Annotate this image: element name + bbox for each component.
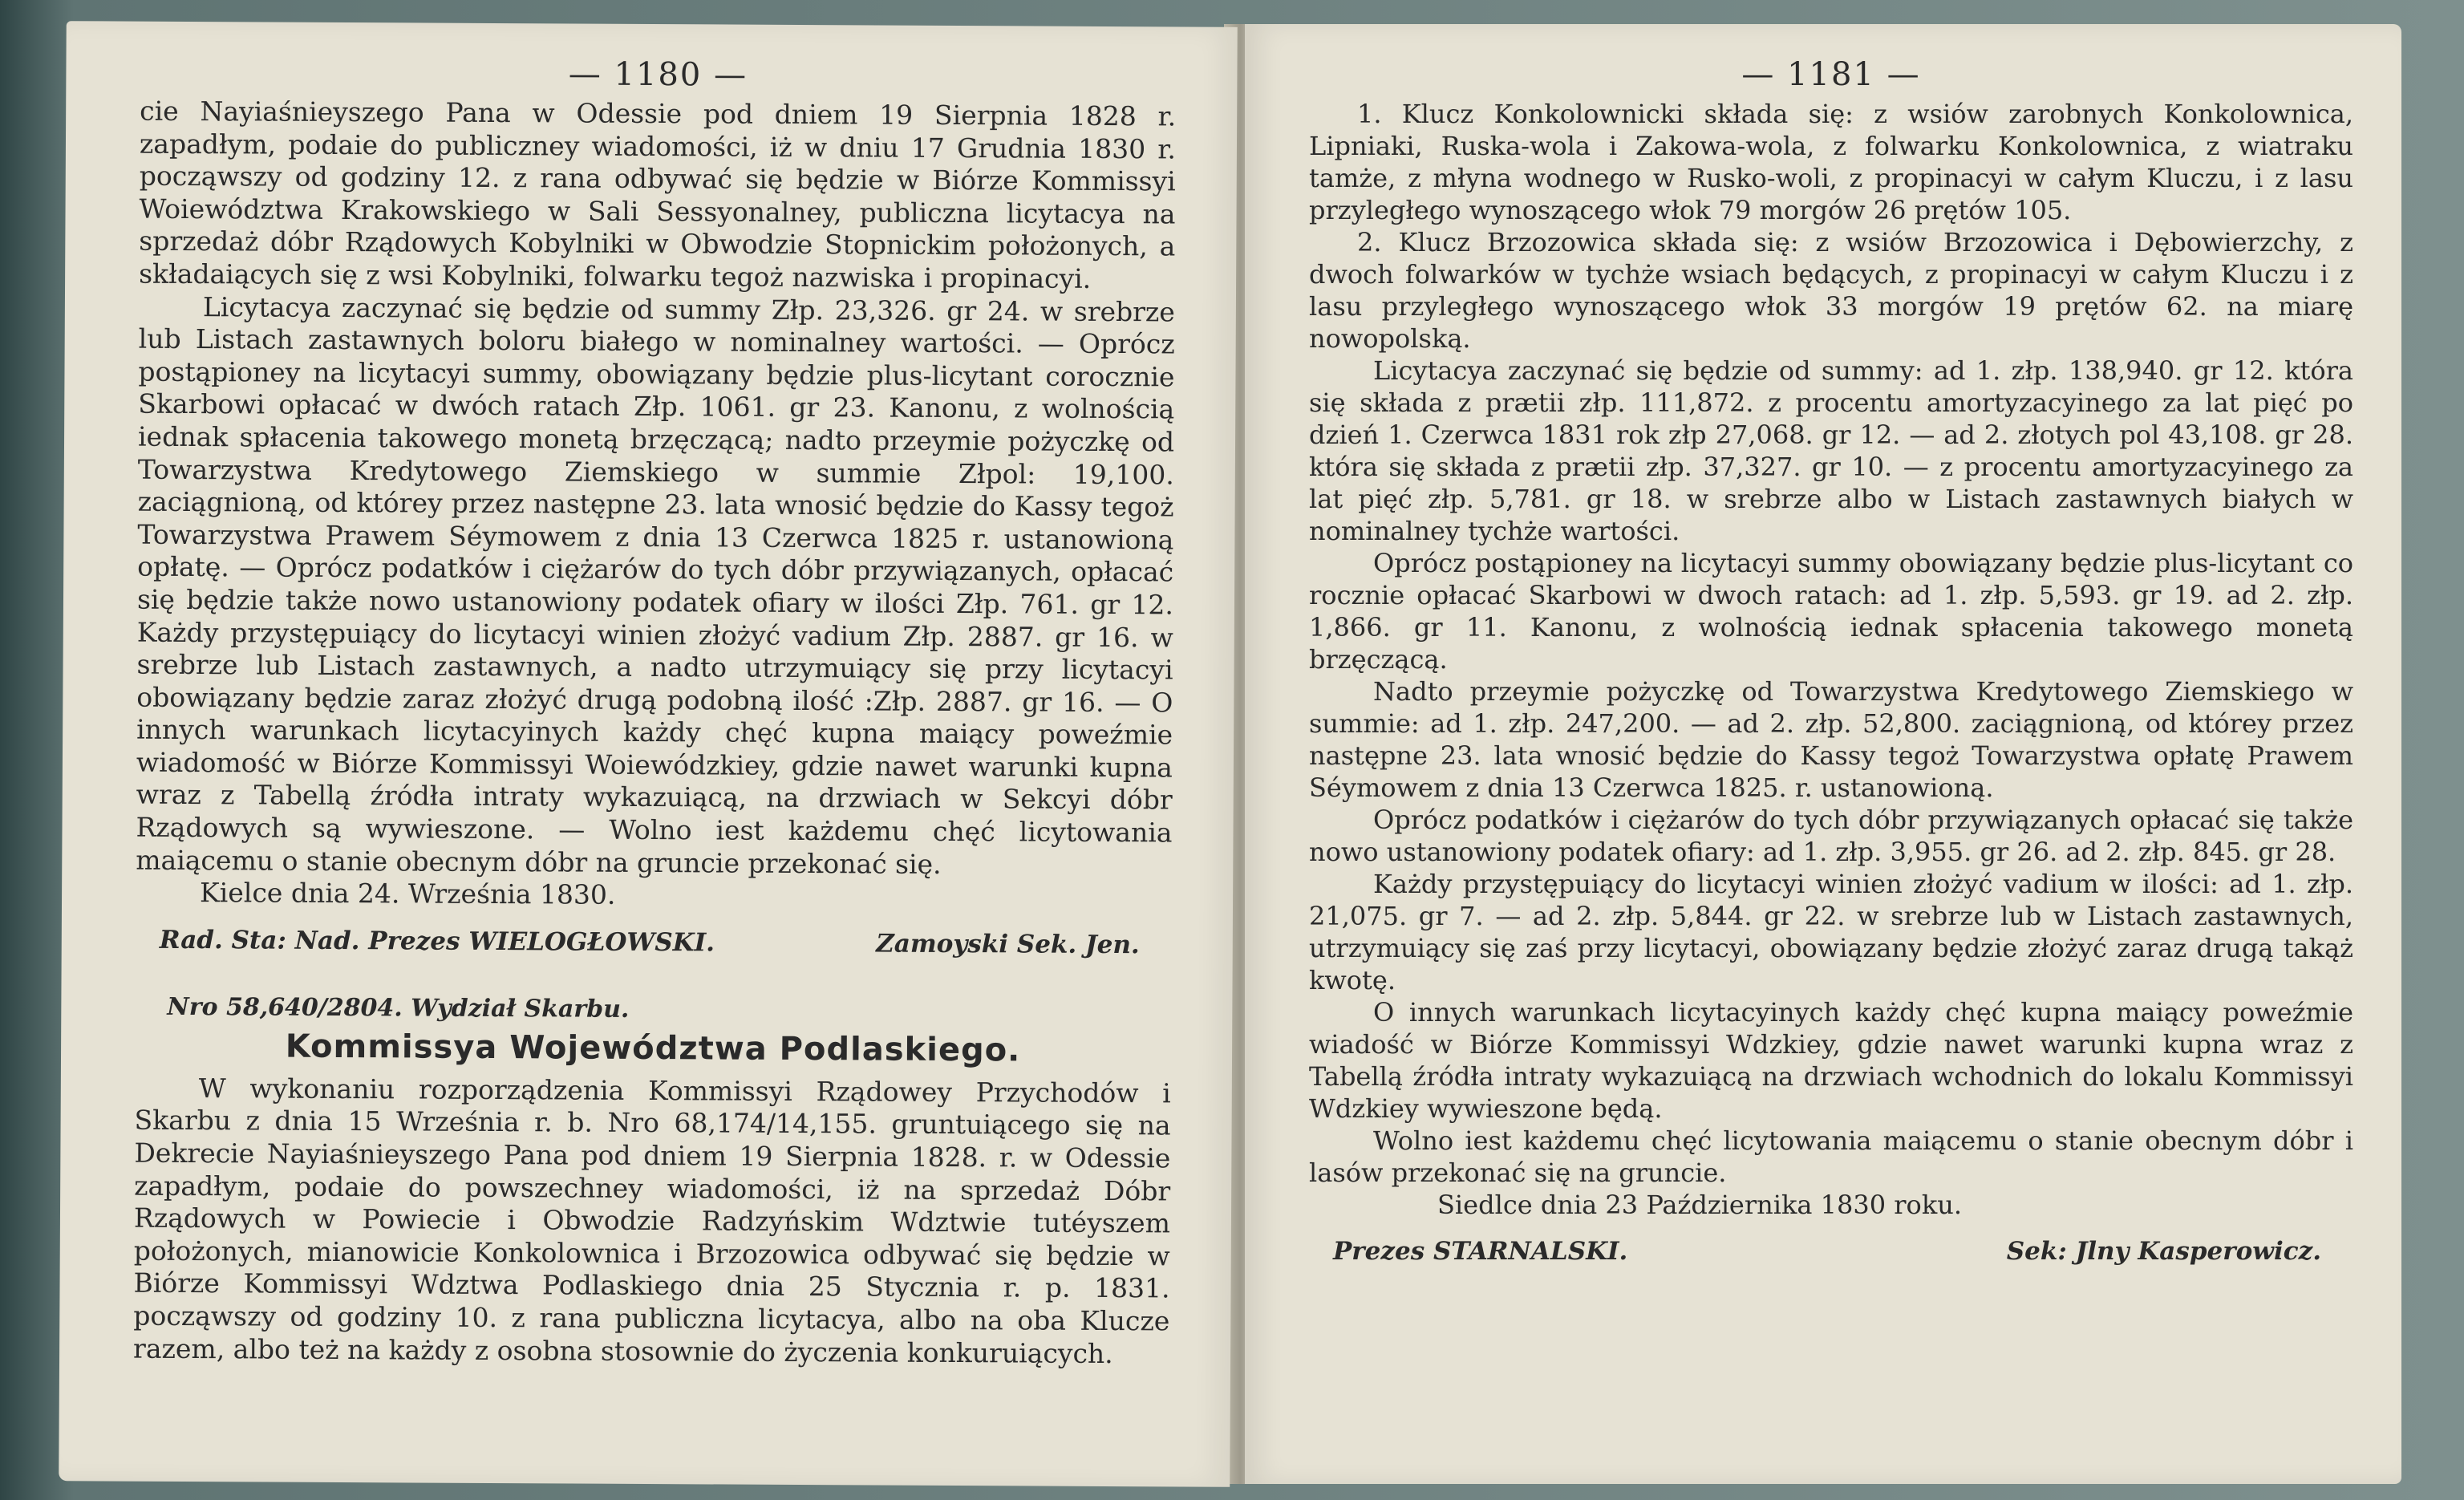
- signature-left: Rad. Sta: Nad. Prezes WIELOGŁOWSKI.: [159, 925, 715, 958]
- notice-date: Siedlce dnia 23 Października 1830 roku.: [1437, 1190, 1962, 1220]
- signature-right: Zamoyski Sek. Jen.: [876, 929, 1140, 960]
- page-number: — 1181 —: [1741, 56, 1921, 93]
- right-page: [1245, 24, 2401, 1484]
- notice-paragraph: Nadto przeymie pożyczkę od Towarzystwa Kredytowego Ziemskiego w summie: ad 1. złp. 247,200. — ad 2. złp. 52,800. zaciągnioną, od którey przez następne 23. lata wnosić będzie do Kassy tegoż Towarzystwa opłatę Prawem Séymowem z dnia 13 Czerwca 1825. r. ustanowioną.: [1309, 676, 2353, 803]
- signature-line: [1309, 1237, 2353, 1266]
- notice-paragraph: Licytacya zaczynać się będzie od summy Złp. 23,326. gr 24. w srebrze lub Listach zastawnych boloru białego w nominalney wartości. — Oprócz postąpioney na licytacyi summy, obowiązany będzie plus-licytant corocznie Skarbowi opłacać w dwóch ratach Złp. 1061. gr 23. Kanonu, z wolnością iednak spłacenia takowego monetą brzęczącą; nadto przeymie pożyczkę od Towarzystwa Kredytowego Ziemskiego w summie Złpol: 19,100. zaciągnioną, od którey przez następne 23. lata wnosić będzie do Kassy tegoż Towarzystwa Prawem Séymowem z dnia 13 Czerwca 1825 r. ustanowioną opłatę. — Oprócz podatków i ciężarów do tych dóbr przywiązanych, opłacać się będzie także nowo ustanowiony podatek ofiary w ilości Złp. 761. gr 12. Każdy przystępuiący do licytacyi winien złożyć vadium Złp. 2887. gr 16. w srebrze lub Listach zastawnych, a nadto utrzymuiący się przy licytacyi obowiązany będzie zaraz złożyć drugą podobną ilość :Złp. 2887. gr 16. — O innych warunkach licytacyinych każdy chęć kupna maiący poweźmie wiadomość w Biórze Kommissyi Woiewódzkiey, gdzie nawet warunki kupna wraz z Tabellą źródła intraty wykazuiącą, na drzwiach w Sekcyi dóbr Rządowych są wywieszone. — Wolno iest każdemu chęć licytowania maiącemu o stanie obecnym dóbr na gruncie przekonać się.: [136, 290, 1175, 880]
- notice-date: Kielce dnia 24. Września 1830.: [199, 877, 616, 911]
- notice-paragraph: Wolno iest każdemu chęć licytowania maiącemu o stanie obecnym dóbr i lasów przekonać się na gruncie.: [1309, 1125, 2353, 1188]
- notice-paragraph: O innych warunkach licytacyinych każdy chęć kupna maiący poweźmie wiadość w Biórze Kommissyi Wdzkiey, gdzie nawet warunki kupna wraz z Tabellą źródła intraty wykazuiącą na drzwiach wchodnich do lokalu Kommissyi Wdzkiey wywieszone będą.: [1309, 997, 2353, 1124]
- notice-paragraph: Każdy przystępuiący do licytacyi winien złożyć vadium w ilości: ad 1. złp. 21,075. gr 7. — ad 2. złp. 5,844. gr 22. w srebrze lub w Listach zastawnych, utrzymuiący się zaś przy licytacyi, obowiązany będzie złożyć zaraz drugą takąż kwotę.: [1309, 869, 2353, 995]
- notice-paragraph: 2. Klucz Brzozowica składa się: z wsiów Brzozowica i Dębowierzchy, z dwoch folwarków w tychże wsiach będących, z propinacyi w całym Kluczu i z lasu przyległego wynoszącego włok 33 morgów 19 prętów 62. na miarę nowopolską.: [1309, 227, 2353, 354]
- signature-right: Sek: Jlny Kasperowicz.: [2006, 1237, 2321, 1266]
- notice-paragraph: Licytacya zaczynać się będzie od summy: ad 1. złp. 138,940. gr 12. która się składa z prætii złp. 111,872. z procentu amortyzacyinego za lat pięć po dzień 1. Czerwca 1831 rok złp 27,068. gr 12. — ad 2. złotych pol 43,108. gr 28. która się składa z prætii złp. 37,327. gr 10. — z procentu amortyzacyinego za lat pięć złp. 5,781. gr 18. w srebrze albo w Listach zastawnych białych w nominalney tychże wartości.: [1309, 355, 2353, 546]
- signature-line: [136, 926, 1172, 960]
- notice-paragraph: W wykonaniu rozporządzenia Kommissyi Rządowey Przychodów i Skarbu z dnia 15 Września r. b. Nro 68,174/14,155. gruntuiącego się na Dekrecie Nayiaśnieyszego Pana pod dniem 19 Sierpnia 1828. r. w Odessie zapadłym, podaie do powszechney wiadomości, iż na sprzedaż Dóbr Rządowych w Powiecie i Obwodzie Radzyńskim Wdztwie tutéyszem położonych, mianowicie Konkolownica i Brzozowica odbywać się będzie w Biórze Kommissyi Wdztwa Podlaskiego dnia 25 Stycznia r. p. 1831. począwszy od godziny 10. z rana publiczna licytacya, albo na oba Klucze razem, albo też na każdy z osobna stosownie do życzenia konkuruiących.: [133, 1072, 1171, 1369]
- notice-heading: Kommissya Województwa Podlaskiego.: [285, 1028, 1021, 1069]
- notice-paragraph: Oprócz postąpioney na licytacyi summy obowiązany będzie plus-licytant co rocznie opłacać Skarbowi w dwoch ratach: ad 1. złp. 5,593. gr 19. ad 2. złp. 1,866. gr 11. Kanonu, z wolnością iednak spłacenia takowego monetą brzęczącą.: [1309, 548, 2353, 675]
- notice-paragraph: 1. Klucz Konkolownicki składa się: z wsiów zarobnych Konkolownica, Lipniaki, Ruska-wola i Zakowa-wola, z folwarku Konkolownica, z wiatraku tamże, z młyna wodnego w Rusko-woli, z propinacyi w całym Kluczu, i z lasu przyległego wynoszącego włok 79 morgów 26 prętów 105.: [1309, 99, 2353, 225]
- reference-number: Nro 58,640/2804. Wydział Skarbu.: [167, 992, 630, 1024]
- notice-paragraph: cie Nayiaśnieyszego Pana w Odessie pod dniem 19 Sierpnia 1828 r. zapadłym, podaie do publiczney wiadomości, iż w dniu 17 Grudnia 1830 r. począwszy od godziny 12. z rana odbywać się będzie w Biórze Kommissyi Woiewództwa Krakowskiego w Sali Sessyonalney, publiczna licytacya na sprzedaż dóbr Rządowych Kobylniki w Obwodzie Stopnickim położonych, a składaiących się z wsi Kobylniki, folwarku tegoż nazwiska i propinacyi.: [139, 95, 1177, 294]
- left-page: [59, 21, 1238, 1487]
- page-number: — 1180 —: [568, 55, 748, 94]
- signature-left: Prezes STARNALSKI.: [1333, 1237, 1628, 1266]
- notice-paragraph: Oprócz podatków i ciężarów do tych dóbr przywiązanych opłacać się także nowo ustanowiony podatek ofiary: ad 1. złp. 3,955. gr 26. ad 2. złp. 845. gr 28.: [1309, 805, 2353, 867]
